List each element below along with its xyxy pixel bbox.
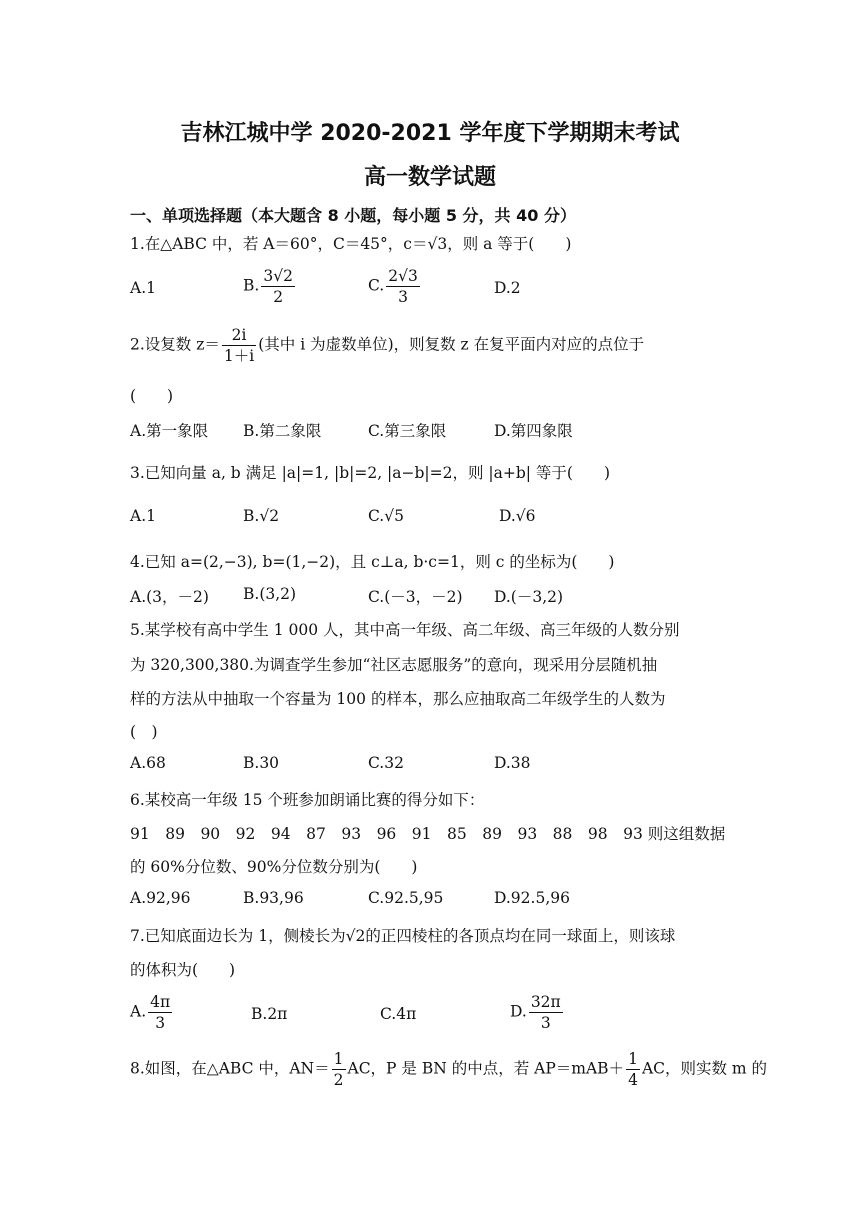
exam-title: 吉林江城中学 2020-2021 学年度下学期期末考试 xyxy=(180,121,680,146)
q4-option-a: A.(3，－2) xyxy=(130,588,209,606)
question-7-line-1: 7.已知底面边长为 1，侧棱长为√2的正四棱柱的各顶点均在同一球面上，则该球 xyxy=(130,927,676,945)
q6-option-d: D.92.5,96 xyxy=(494,889,570,907)
question-2-text: 2.设复数 z＝ $\frac{2i}{1+i}$ (其中 i 为虚数单位)，则复数 z 在复平面内对应的点位于 xyxy=(130,326,645,365)
q7-option-d: D. $\frac{32\pi}{3}$ xyxy=(510,993,561,1032)
question-3-text: 3.已知向量 a, b 满足 |a|=1, |b|=2, |a−b|=2，则 |a+b| 等于( ) xyxy=(130,464,611,482)
q6-option-b: B.93,96 xyxy=(243,889,304,907)
q1-option-b: B. $\frac{3√2}{2}$ xyxy=(243,267,293,306)
question-4-text: 4.已知 a=(2,−3), b=(1,−2)，且 c⊥a, b·c=1，则 c 的坐标为( ) xyxy=(130,553,615,571)
q7-option-c: C.4π xyxy=(380,1005,417,1023)
q2-option-a: A.第一象限 xyxy=(130,422,209,440)
q3-option-d: D.√6 xyxy=(499,507,536,525)
q7-option-b: B.2π xyxy=(251,1005,288,1023)
q3-option-c: C.√5 xyxy=(368,507,404,525)
q4-option-b: B.(3,2) xyxy=(243,585,297,603)
q5-option-b: B.30 xyxy=(243,754,280,772)
section-heading: 一、单项选择题（本大题含 8 小题，每小题 5 分，共 40 分） xyxy=(130,206,576,225)
q1-option-a: A.1 xyxy=(130,279,156,297)
question-8-text: 8.如图，在△ABC 中，AN＝ $\frac{1}{2}$ AC，P 是 BN 的中点，若 AP＝mAB＋ $\frac{1}{4}$ AC，则实数 m 的 xyxy=(130,1050,768,1089)
q7-option-a-fraction: $\frac{4\pi}{3}$ xyxy=(150,993,171,1032)
q3-option-a: A.1 xyxy=(130,507,156,525)
q3-option-b: B.√2 xyxy=(243,507,280,525)
q2-option-b: B.第二象限 xyxy=(243,422,322,440)
question-2-paren: ( ) xyxy=(130,387,174,405)
question-6-line-1: 6.某校高一年级 15 个班参加朗诵比赛的得分如下： xyxy=(130,791,485,809)
q7-option-a: A. $\frac{4\pi}{3}$ xyxy=(130,993,171,1032)
q1-option-d: D.2 xyxy=(494,279,521,297)
question-5-paren: ( ) xyxy=(130,723,158,741)
q6-option-c: C.92.5,95 xyxy=(368,889,444,907)
q1-option-b-fraction: $\frac{3√2}{2}$ xyxy=(263,267,293,306)
q6-option-a: A.92,96 xyxy=(130,889,191,907)
q8-fraction-1: $\frac{1}{2}$ xyxy=(333,1050,344,1089)
q8-fraction-2: $\frac{1}{4}$ xyxy=(628,1050,638,1089)
q2-option-c: C.第三象限 xyxy=(368,422,447,440)
question-5-line-3: 样的方法从中抽取一个容量为 100 的样本，那么应抽取高二年级学生的人数为 xyxy=(130,690,666,708)
q1-option-c-fraction: $\frac{2√3}{3}$ xyxy=(388,267,418,306)
q5-option-c: C.32 xyxy=(368,754,404,772)
question-6-scores: 91 89 90 92 94 87 93 96 91 85 89 93 88 98 93 则这组数据 xyxy=(130,825,726,843)
q4-option-c: C.(－3，－2) xyxy=(368,588,463,606)
q2-fraction: $\frac{2i}{1+i}$ xyxy=(223,326,255,365)
q1-option-c: C. $\frac{2√3}{3}$ xyxy=(368,267,418,306)
q2-option-d: D.第四象限 xyxy=(494,422,573,440)
question-5-line-2: 为 320,300,380.为调查学生参加“社区志愿服务”的意向，现采用分层随机抽 xyxy=(130,656,658,674)
q7-option-d-fraction: $\frac{32\pi}{3}$ xyxy=(530,993,561,1032)
q5-option-a: A.68 xyxy=(130,754,166,772)
question-1-text: 1.在△ABC 中，若 A＝60°，C＝45°，c＝√3，则 a 等于( ) xyxy=(130,235,572,253)
q5-option-d: D.38 xyxy=(494,754,531,772)
question-6-line-3: 的 60%分位数、90%分位数分别为( ) xyxy=(130,858,418,876)
exam-subtitle: 高一数学试题 xyxy=(363,165,496,190)
question-5-line-1: 5.某学校有高中学生 1 000 人，其中高一年级、高二年级、高三年级的人数分别 xyxy=(130,621,680,639)
question-7-line-2: 的体积为( ) xyxy=(130,961,236,979)
q4-option-d: D.(－3,2) xyxy=(494,588,564,606)
